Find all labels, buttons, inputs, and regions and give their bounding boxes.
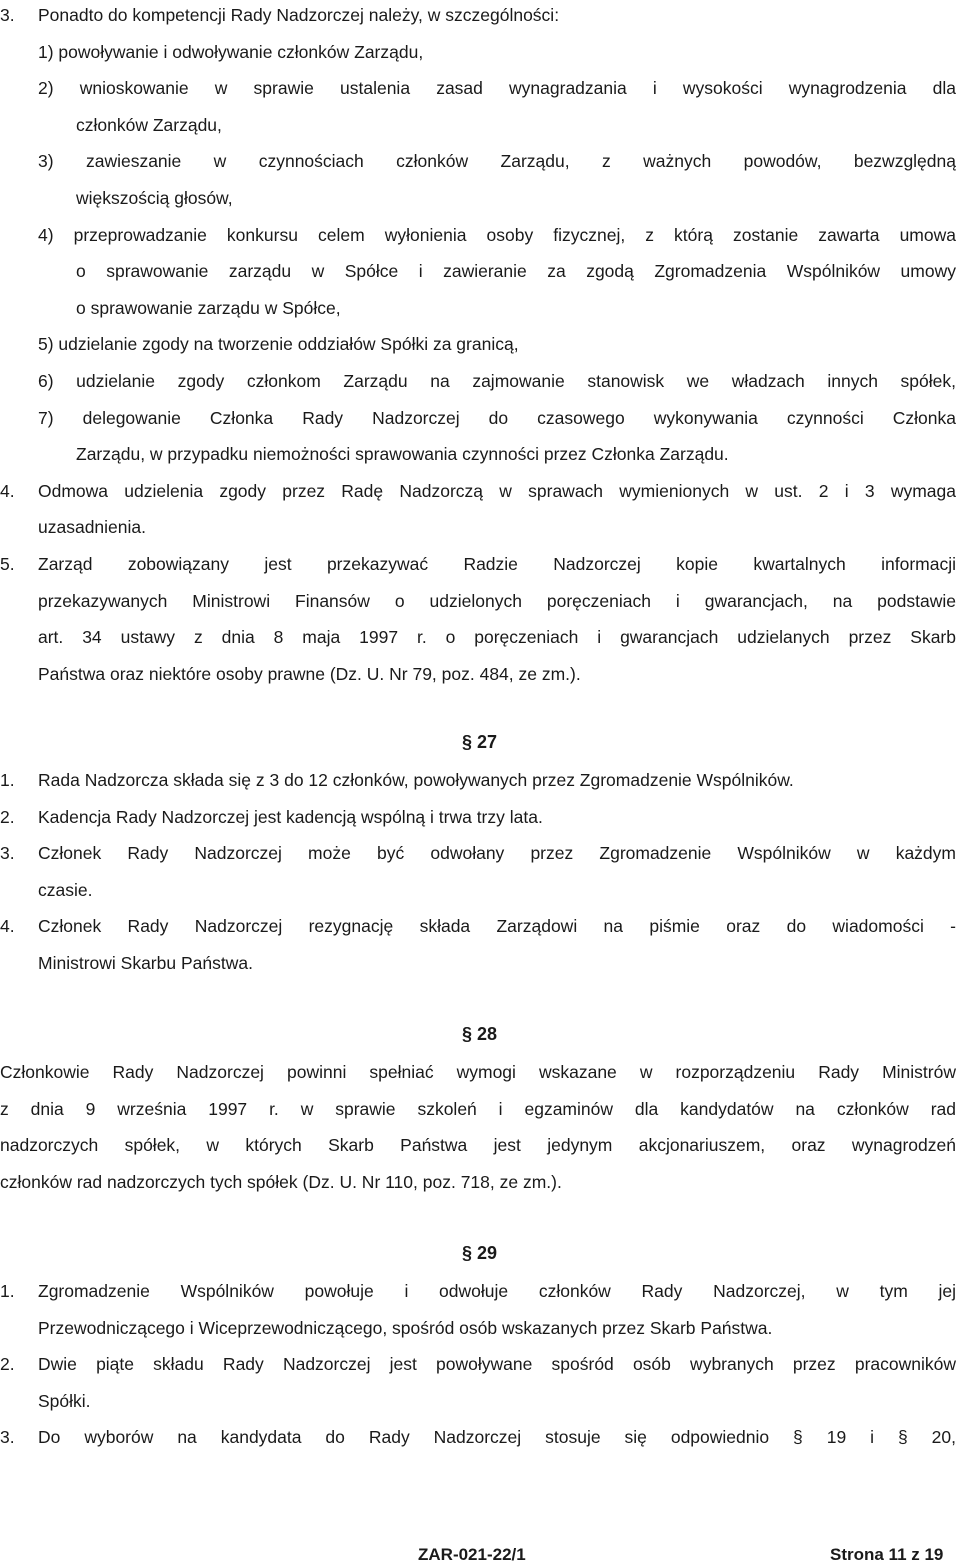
text-line: o sprawowanie zarządu w Spółce i zawieranie za zgodą Zgromadzenia Wspólników umowy (76, 261, 956, 282)
text-line: uzasadnienia. (38, 517, 146, 538)
text-line: większością głosów, (76, 188, 233, 208)
text-line: Rada Nadzorcza składa się z 3 do 12 członków, powoływanych przez Zgromadzenie Wspólników. (38, 770, 794, 790)
item-number: 4. (0, 916, 15, 937)
text-line: 5) udzielanie zgody na tworzenie oddziałów Spółki za granicą, (38, 334, 519, 355)
text-line: 1) powoływanie i odwoływanie członków Zarządu, (38, 41, 424, 62)
section-heading: § 28 (462, 1024, 498, 1044)
footer-doc-id: ZAR-021-22/1 (418, 1545, 526, 1564)
text-line: przekazywanych Ministrowi Finansów o udzielonych poręczeniach i gwarancjach, na podstawie (38, 590, 956, 611)
text-line: Członkowie Rady Nadzorczej powinni spełniać wymogi wskazane w rozporządzeniu Rady Ministrów (0, 1062, 956, 1082)
text-line: 4) przeprowadzanie konkursu celem wyłonienia osoby fizycznej, z którą zostanie zawarta umowa (38, 224, 956, 245)
text-line: Członek Rady Nadzorczej może być odwołany przez Zgromadzenie Wspólników w każdym (38, 843, 956, 864)
text-line: Zarządu, w przypadku niemożności sprawowania czynności przez Członka Zarządu. (76, 444, 729, 465)
item-number: 2. (0, 1354, 15, 1375)
text-line: Zgromadzenie Wspólników powołuje i odwołuje członków Rady Nadzorczej, w tym jej (38, 1281, 956, 1301)
item-number: 3. (0, 843, 15, 864)
text-line: art. 34 ustawy z dnia 8 maja 1997 r. o poręczeniach i gwarancjach udzielanych przez Skarb (38, 627, 956, 648)
text-line: członków Zarządu, (76, 114, 222, 135)
item-number: 1. (0, 1281, 15, 1301)
text-line: o sprawowanie zarządu w Spółce, (76, 297, 341, 318)
item-number: 1. (0, 770, 15, 790)
section-heading: § 29 (462, 1243, 498, 1263)
text-line: nadzorczych spółek, w których Skarb Państwa jest jedynym akcjonariuszem, oraz wynagrodzeń (0, 1135, 956, 1156)
item-number: 2. (0, 806, 15, 827)
text-line: Przewodniczącego i Wiceprzewodniczącego, spośród osób wskazanych przez Skarb Państwa. (38, 1317, 773, 1338)
footer-page-number: Strona 11 z 19 (830, 1545, 944, 1564)
text-line: Ponadto do kompetencji Rady Nadzorczej należy, w szczególności: (38, 5, 560, 25)
text-line: 3) zawieszanie w czynnościach członków Zarządu, z ważnych powodów, bezwzględną (38, 151, 956, 172)
text-line: Kadencja Rady Nadzorczej jest kadencją wspólną i trwa trzy lata. (38, 806, 543, 827)
text-line: Dwie piąte składu Rady Nadzorczej jest powoływane spośród osób wybranych przez pracowników (38, 1354, 956, 1375)
text-line: z dnia 9 września 1997 r. w sprawie szkoleń i egzaminów dla kandydatów na członków rad (0, 1098, 956, 1119)
text-line: 6) udzielanie zgody członkom Zarządu na zajmowanie stanowisk we władzach innych spółek, (38, 371, 956, 391)
item-number: 3. (0, 1427, 15, 1448)
text-line: Zarząd zobowiązany jest przekazywać Radzie Nadzorczej kopie kwartalnych informacji (38, 554, 956, 574)
item-number: 5. (0, 554, 15, 574)
text-line: Spółki. (38, 1390, 91, 1411)
section-heading: § 27 (462, 732, 498, 752)
text-line: Członek Rady Nadzorczej rezygnację składa Zarządowi na piśmie oraz do wiadomości - (38, 916, 956, 937)
text-line: 7) delegowanie Członka Rady Nadzorczej do czasowego wykonywania czynności Członka (38, 407, 956, 428)
item-number: 4. (0, 480, 15, 501)
text-line: Ministrowi Skarbu Państwa. (38, 953, 253, 973)
text-line: Do wyborów na kandydata do Rady Nadzorczej stosuje się odpowiednio § 19 i § 20, (38, 1427, 956, 1448)
text-line: czasie. (38, 879, 93, 900)
text-line: Odmowa udzielenia zgody przez Radę Nadzorczą w sprawach wymienionych w ust. 2 i 3 wymaga (38, 480, 956, 501)
text-line: 2) wnioskowanie w sprawie ustalenia zasad wynagradzania i wysokości wynagrodzenia dla (38, 78, 956, 99)
item-number: 3. (0, 5, 15, 25)
text-line: Państwa oraz niektóre osoby prawne (Dz. U. Nr 79, poz. 484, ze zm.). (38, 663, 581, 684)
text-line: członków rad nadzorczych tych spółek (Dz. U. Nr 110, poz. 718, ze zm.). (0, 1171, 562, 1192)
